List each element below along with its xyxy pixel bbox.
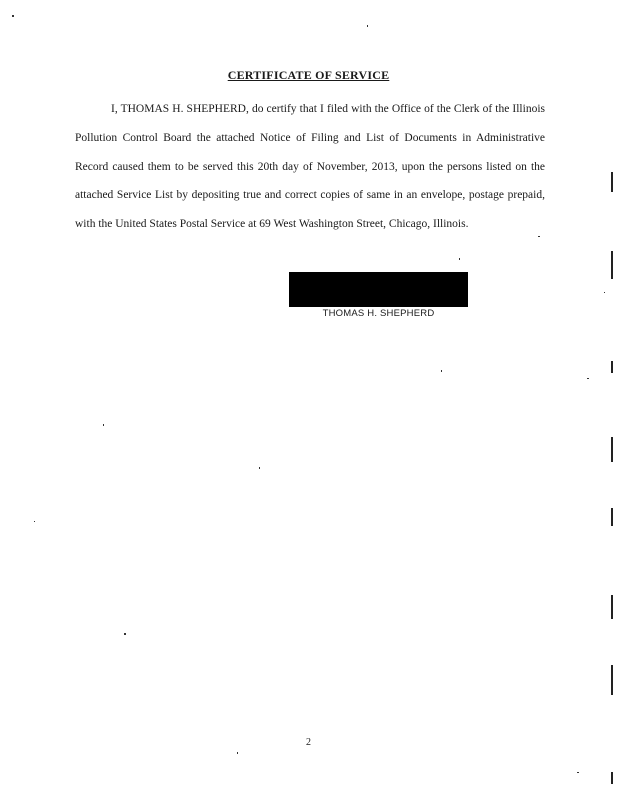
- scan-speck: [441, 370, 442, 372]
- signature-block: [289, 272, 468, 319]
- scan-speck: [34, 521, 35, 522]
- scan-edge-mark: [611, 437, 613, 462]
- scan-speck: [538, 236, 540, 237]
- scan-speck: [604, 292, 605, 293]
- scan-speck: [259, 467, 260, 469]
- scan-edge-mark: [611, 508, 613, 526]
- scan-edge-mark: [611, 665, 613, 695]
- scan-edge-mark: [611, 772, 613, 784]
- scan-edge-mark: [611, 172, 613, 192]
- scan-speck: [577, 772, 579, 773]
- page-number: 2: [306, 737, 311, 748]
- scan-speck: [459, 258, 460, 260]
- certificate-body: [75, 95, 545, 239]
- certificate-paragraph: I, THOMAS H. SHEPHERD, do certify that I filed with the Office of the Clerk of the Illinois Pollution Control Board the attached Notice of Filing and List of Documents in Administrative Record caused them to be served this 20th day of November, 2013, upon the persons listed on the attached Service List by depositing true and correct copies of same in an envelope, postage prepaid, with the United States Postal Service at 69 West Washington Street, Chicago, Illinois.: [75, 103, 545, 231]
- scan-speck: [367, 25, 368, 27]
- scan-speck: [237, 752, 238, 754]
- scan-speck: [124, 633, 126, 635]
- scan-edge-mark: [611, 595, 613, 619]
- scan-speck: [12, 15, 14, 17]
- scan-edge-mark: [611, 361, 613, 373]
- signatory-name: THOMAS H. SHEPHERD: [322, 308, 435, 319]
- scan-edge-mark: [611, 251, 613, 279]
- certificate-title: CERTIFICATE OF SERVICE: [227, 68, 390, 82]
- redacted-signature: [289, 272, 468, 307]
- scan-speck: [587, 378, 589, 379]
- scan-speck: [103, 424, 104, 426]
